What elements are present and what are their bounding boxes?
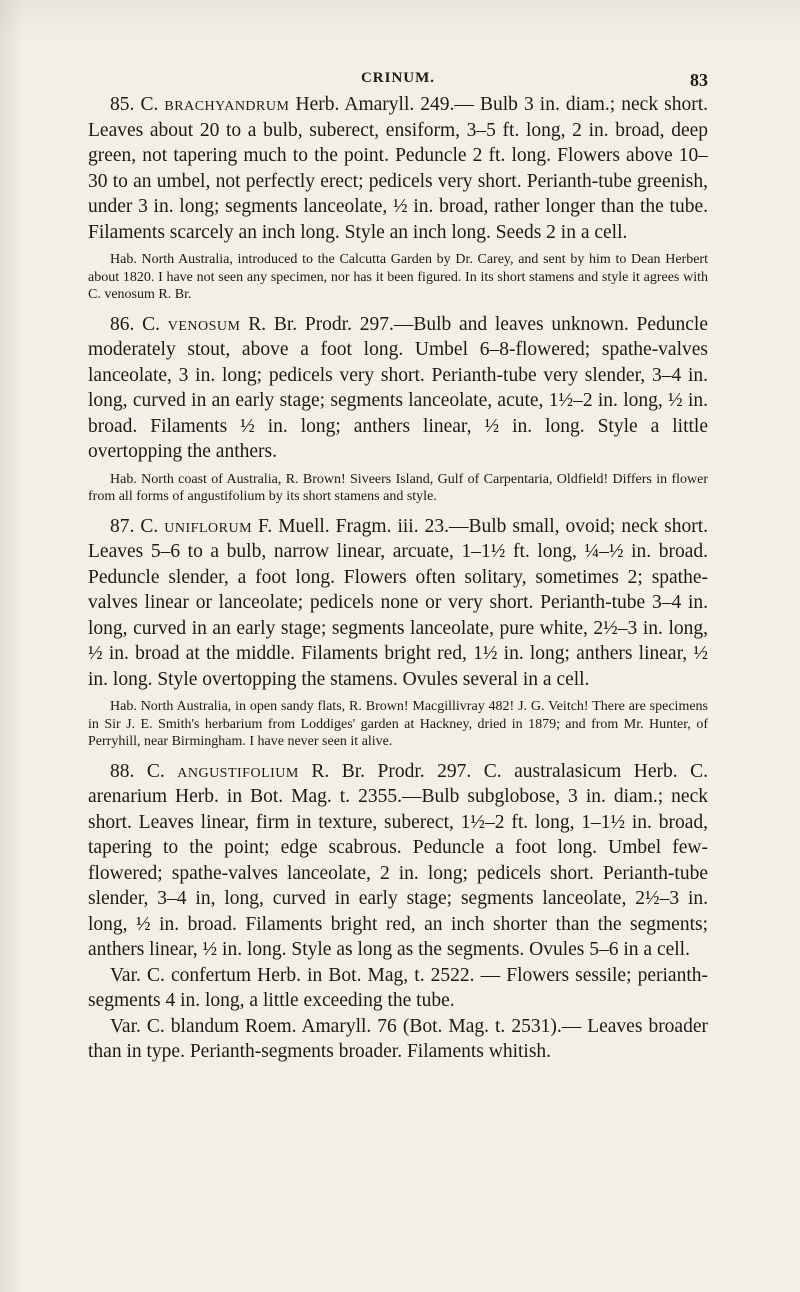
entry-description [88,92,708,245]
description-text: F. Muell. Fragm. iii. 23.—Bulb small, ovoid; neck short. Leaves 5–6 to a bulb, narrow linear, arcuate, 1–1½ ft. long, ¼–½ in. broad. Peduncle slender, a foot long. Flowers often solitary, sometimes 2; spathe-valves linear or lanceolate; pedicels none or very short. Perianth-tube 3–4 in. long, curved in an early stage; segments lanceolate, pure white, 2½–3 in. long, ½ in. broad at the middle. Filaments bright red, 1½ in. long; anthers linear, ½ in. long. Style overtopping the stamens. Ovules several in a cell. [88,515,709,690]
entry-number: 87. [110,515,135,537]
genus-abbreviation: C. [140,515,159,537]
species-entry-87 [88,514,708,751]
genus-abbreviation: C. [146,760,165,782]
species-epithet: venosum [167,313,241,335]
genus-abbreviation: C. [142,313,160,335]
species-entry-88 [88,759,708,1065]
species-entry-85 [88,92,708,304]
entry-description [88,312,708,465]
entry-number: 88. [110,760,135,782]
species-epithet: angustifolium [177,760,299,782]
habitat-note: Hab. North Australia, introduced to the Calcutta Garden by Dr. Carey, and sent by him to Dean Herbert about 1820. I have not seen any specimen, nor has it been figured. In its short stamens and style it agrees with C. venosum R. Br. [88,252,708,302]
page-body [88,92,708,1065]
page-header [88,70,708,92]
habitat-note: Hab. North coast of Australia, R. Brown! Siveers Island, Gulf of Carpentaria, Oldfield! Differs in flower from all forms of angustifolium by its short stamens and style. [88,471,708,504]
genus-abbreviation: C. [140,94,159,115]
habitat-note: Hab. North Australia, in open sandy flats, R. Brown! Macgillivray 482! J. G. Veitch! There are specimens in Sir J. E. Smith's herbarium from Loddiges' garden at Hackney, dried in 1879; and from Mr. Hunter, of Perryhill, near Birmingham. I have never seen it alive. [88,699,708,749]
entry-description [88,514,708,693]
description-text: R. Br. Prodr. 297. C. australasicum Herb. C. arenarium Herb. in Bot. Mag. t. 2355.—Bulb subglobose, 3 in. diam.; neck short. Leaves linear, firm in texture, suberect, 1½–2 ft. long, 1–1½ in. broad, tapering to the point; edge scabrous. Peduncle a foot long. Umbel few-flowered; spathe-valves lanceolate, 2 in. long; pedicels short. Perianth-tube slender, 3–4 in, long, curved in early stage; segments lanceolate, 2½–3 in. long, ½ in. broad. Filaments bright red, an inch shorter than the segments; anthers linear, ½ in. long. Style as long as the segments. Ovules 5–6 in a cell. [88,760,708,960]
variety-paragraph: Var. C. confertum Herb. in Bot. Mag, t. 2522. — Flowers sessile; perianth-segments 4 in. long, a little exceeding the tube. [88,964,708,1011]
species-epithet: uniflorum [164,515,253,537]
variety-paragraph: Var. C. blandum Roem. Amaryll. 76 (Bot. Mag. t. 2531).— Leaves broader than in type. Perianth-segments broader. Filaments whitish. [88,1015,708,1062]
description-text: Herb. Amaryll. 249.— Bulb 3 in. diam.; neck short. Leaves about 20 to a bulb, suberect, ensiform, 3–5 ft. long, 2 in. broad, deep green, not tapering much to the point. Peduncle 2 ft. long. Flowers above 10–30 to an umbel, not perfectly erect; pedicels very short. Perianth-tube greenish, under 3 in. long; segments lanceolate, ½ in. broad, rather longer than the tube. Filaments scarcely an inch long. Style an inch long. Seeds 2 in a cell. [88,94,709,243]
entry-number: 86. [110,313,135,335]
running-title: CRINUM. [360,70,436,86]
description-text: R. Br. Prodr. 297.—Bulb and leaves unknown. Peduncle moderately stout, above a foot long. Umbel 6–8-flowered; spathe-valves lanceolate, 3 in. long; pedicels very short. Perianth-tube very slender, 3–4 in. long, curved in an early stage; segments lanceolate, acute, 1½–2 in. long, ½ in. broad. Filaments ½ in. long; anthers linear, ½ in. long. Style a little overtopping the anthers. [88,313,708,462]
page-number: 83 [690,70,708,90]
species-entry-86 [88,312,708,506]
entry-description [88,759,708,963]
species-epithet: brachyandrum [164,94,290,115]
entry-number: 85. [110,94,135,115]
